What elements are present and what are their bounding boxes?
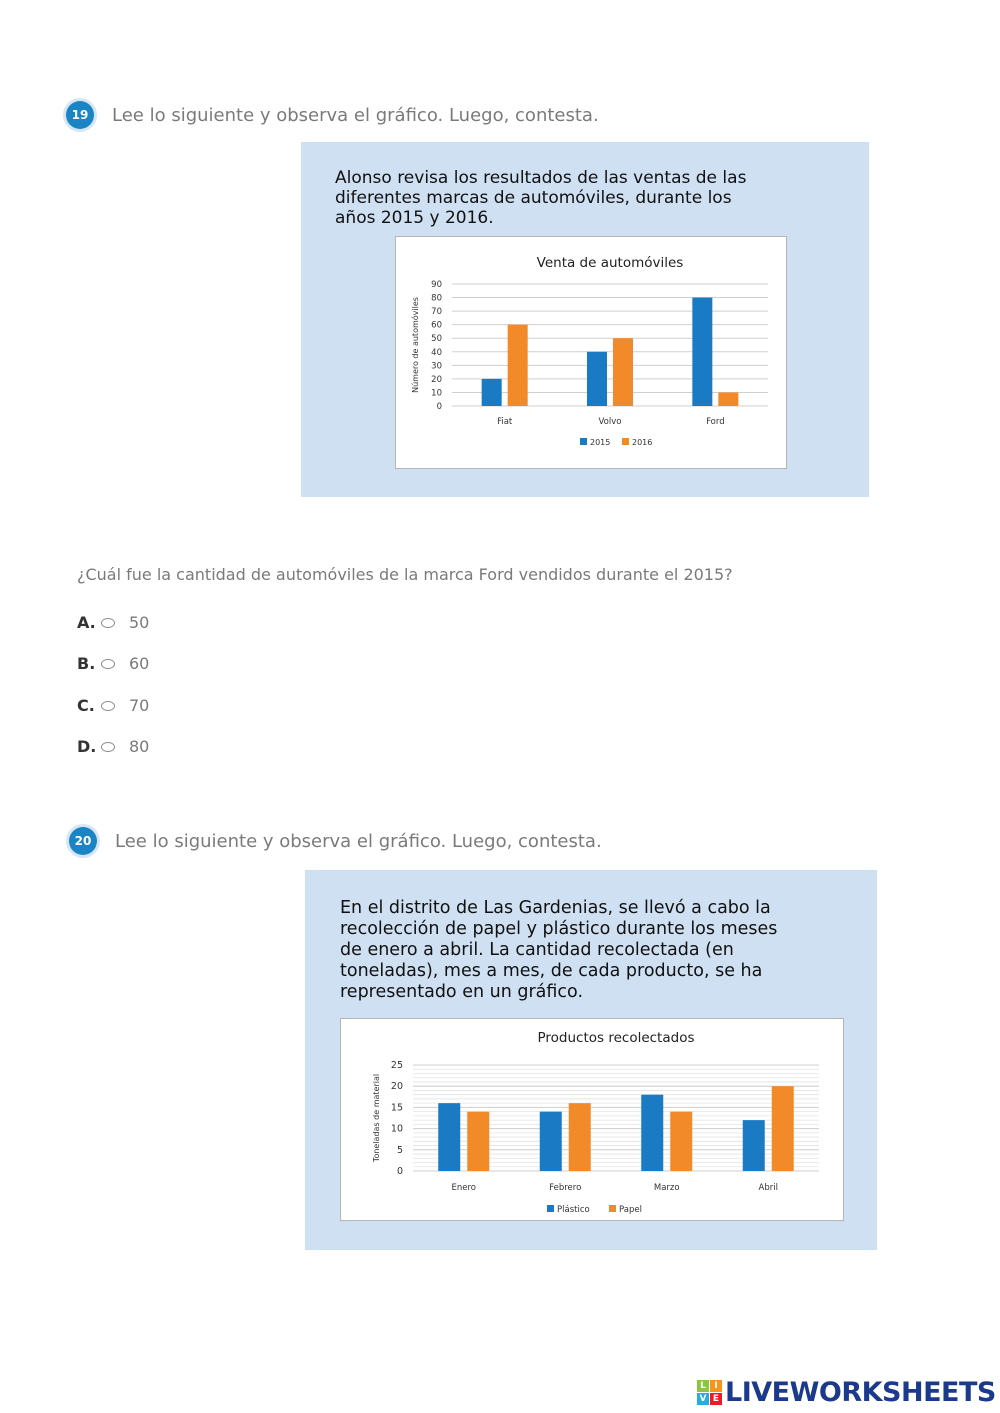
logo-mark-cell: L: [697, 1380, 709, 1392]
y-tick-label: 15: [390, 1102, 403, 1114]
x-tick-label: Marzo: [653, 1183, 680, 1193]
x-tick-label: Volvo: [598, 417, 622, 427]
logo-mark-cell: I: [710, 1380, 722, 1392]
y-tick-label: 80: [431, 293, 442, 304]
chart-title: Venta de automóviles: [536, 255, 684, 271]
q20-header: [69, 827, 602, 855]
chart-productos-recolectados-svg: [341, 1019, 843, 1220]
option-d-letter: D.: [77, 737, 97, 756]
x-tick-label: Enero: [451, 1183, 476, 1193]
bar-2016-fiat: [508, 325, 528, 406]
chart-productos-recolectados: [340, 1018, 844, 1221]
y-tick-label: 20: [390, 1081, 403, 1093]
logo-mark-icon: [697, 1380, 722, 1405]
logo-wordmark: LIVEWORKSHEETS: [725, 1377, 996, 1408]
option-c-radio[interactable]: [101, 701, 115, 711]
bar-plástico-enero: [438, 1103, 460, 1171]
legend-swatch: [622, 438, 629, 445]
bar-papel-enero: [467, 1112, 489, 1171]
x-tick-label: Fiat: [497, 417, 513, 427]
legend-swatch: [609, 1205, 616, 1212]
x-tick-label: Febrero: [549, 1183, 582, 1193]
legend-label: Papel: [619, 1205, 642, 1215]
y-tick-label: 5: [396, 1144, 403, 1156]
q20-paragraph: [340, 898, 865, 1003]
option-c-letter: C.: [77, 696, 95, 715]
q20-paragraph-line: representado en un gráfico.: [340, 982, 584, 1002]
bar-2016-ford: [718, 392, 738, 406]
chart-title: Productos recolectados: [537, 1030, 695, 1046]
legend-label: Plástico: [557, 1205, 590, 1215]
legend-swatch: [580, 438, 587, 445]
x-tick-label: Ford: [706, 417, 725, 427]
chart-venta-automoviles-svg: [396, 237, 786, 468]
bar-plástico-febrero: [540, 1112, 562, 1171]
option-c-value: 70: [129, 696, 150, 715]
option-b-letter: B.: [77, 654, 96, 673]
y-tick-label: 60: [431, 320, 442, 331]
chart-venta-automoviles: [395, 236, 787, 469]
q19-question: ¿Cuál fue la cantidad de automóviles de la marca Ford vendidos durante el 2015?: [77, 565, 733, 584]
y-axis-label: Número de automóviles: [411, 297, 420, 393]
q20-paragraph-line: de enero a abril. La cantidad recolectada (en: [340, 940, 734, 960]
q19-paragraph: [335, 168, 845, 228]
legend-label: 2015: [590, 438, 611, 447]
y-tick-label: 20: [431, 374, 442, 385]
bar-plástico-marzo: [641, 1095, 663, 1171]
option-a-radio[interactable]: [101, 618, 115, 628]
bar-2015-fiat: [482, 379, 502, 406]
q19-paragraph-line: años 2015 y 2016.: [335, 208, 494, 228]
y-tick-label: 10: [431, 388, 442, 399]
bar-2015-ford: [692, 298, 712, 406]
x-tick-label: Abril: [758, 1183, 778, 1193]
y-tick-label: 0: [396, 1166, 403, 1177]
q19-paragraph-line: Alonso revisa los resultados de las ventas de las: [335, 168, 747, 188]
logo-mark-cell: V: [697, 1393, 709, 1405]
y-tick-label: 25: [390, 1060, 403, 1071]
q20-paragraph-line: En el distrito de Las Gardenias, se llevó a cabo la: [340, 898, 771, 918]
y-tick-label: 30: [431, 361, 442, 372]
liveworksheets-logo: [697, 1377, 996, 1408]
bar-2016-volvo: [613, 338, 633, 406]
legend-swatch: [547, 1205, 554, 1212]
bar-2015-volvo: [587, 352, 607, 406]
option-c[interactable]: [77, 696, 149, 715]
legend-label: 2016: [632, 438, 653, 447]
q20-instruction: Lee lo siguiente y observa el gráfico. Luego, contesta.: [115, 830, 602, 852]
bar-papel-marzo: [670, 1112, 692, 1171]
y-axis-label: Toneladas de material: [372, 1073, 381, 1163]
q20-paragraph-line: recolección de papel y plástico durante los meses: [340, 919, 778, 939]
q19-number-badge: 19: [66, 101, 94, 129]
q20-number-badge: 20: [69, 827, 97, 855]
option-d[interactable]: [77, 737, 149, 756]
option-a[interactable]: [77, 613, 149, 632]
q19-header: [66, 101, 599, 129]
option-b[interactable]: [77, 654, 149, 673]
q19-instruction: Lee lo siguiente y observa el gráfico. Luego, contesta.: [112, 104, 599, 126]
option-d-value: 80: [129, 737, 150, 756]
y-tick-label: 0: [436, 402, 442, 412]
logo-mark-cell: E: [710, 1393, 722, 1405]
option-a-letter: A.: [77, 613, 96, 632]
bar-papel-febrero: [569, 1103, 591, 1171]
y-tick-label: 40: [431, 347, 442, 358]
q20-paragraph-line: toneladas), mes a mes, de cada producto, se ha: [340, 961, 763, 981]
bar-papel-abril: [772, 1086, 794, 1171]
q19-paragraph-line: diferentes marcas de automóviles, durante los: [335, 188, 732, 208]
y-tick-label: 70: [431, 307, 442, 318]
option-b-radio[interactable]: [101, 659, 115, 669]
y-tick-label: 50: [431, 334, 442, 345]
bar-plástico-abril: [743, 1120, 765, 1171]
option-b-value: 60: [129, 654, 150, 673]
option-d-radio[interactable]: [101, 742, 115, 752]
y-tick-label: 10: [390, 1123, 403, 1135]
option-a-value: 50: [129, 613, 150, 632]
y-tick-label: 90: [431, 280, 442, 290]
